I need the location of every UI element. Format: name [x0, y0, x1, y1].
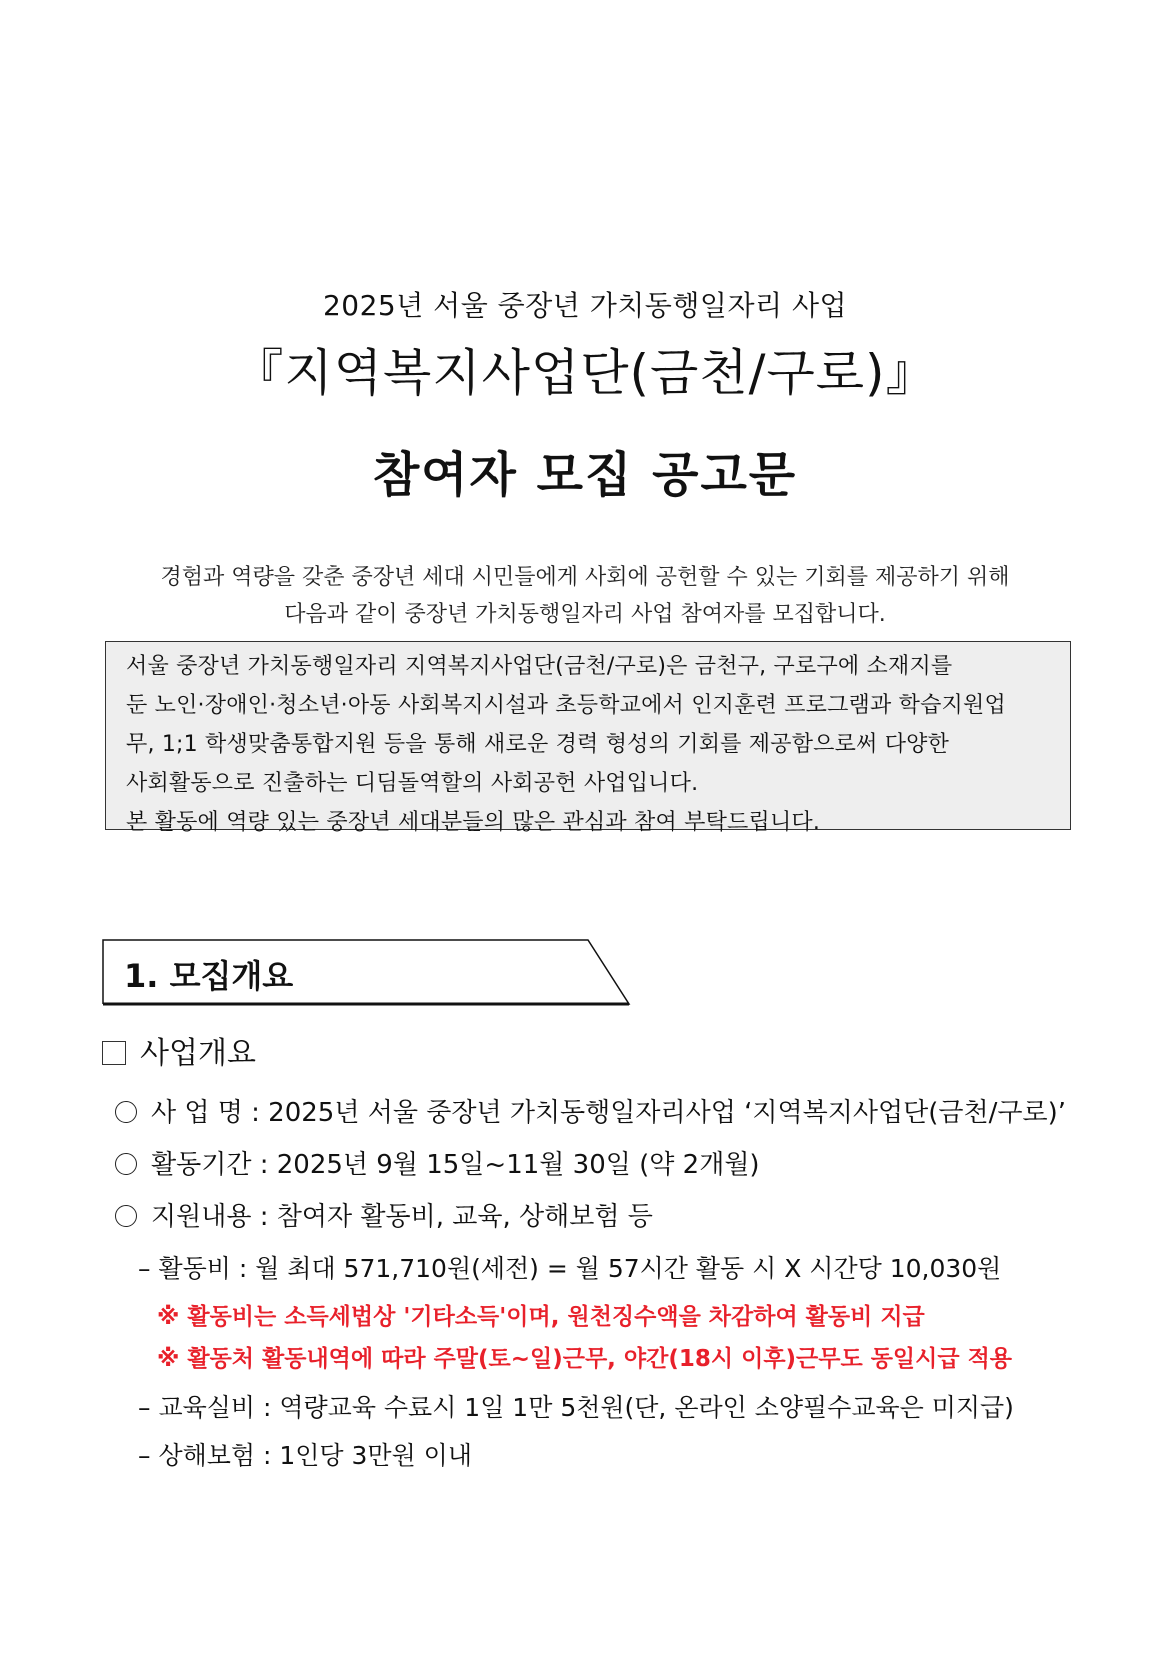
item-support [115, 1196, 653, 1233]
circle-bullet-icon [115, 1153, 137, 1175]
item-period [115, 1144, 760, 1181]
project-name-text: 사 업 명 : 2025년 서울 중장년 가치동행일자리사업 ‘지역복지사업단(금천/구로)’ [151, 1098, 1066, 1128]
document-heading: 참여자 모집 공고문 [372, 447, 798, 503]
support-text: 지원내용 : 참여자 활동비, 교육, 상해보험 등 [151, 1202, 653, 1232]
education-line: – 교육실비 : 역량교육 수료시 1일 1만 5천원(단, 온라인 소양필수교육은 미지급) [138, 1393, 1014, 1422]
subsection-heading [102, 1028, 256, 1072]
period-text: 활동기간 : 2025년 9월 15일~11월 30일 (약 2개월) [151, 1150, 760, 1180]
intro-line-1: 경험과 역량을 갖춘 중장년 세대 시민들에게 사회에 공헌할 수 있는 기회를 제공하기 위해 [160, 565, 1010, 590]
section-1-header [102, 938, 632, 1006]
note-line-2: ※ 활동처 활동내역에 따라 주말(토~일)근무, 야간(18시 이후)근무도 동일시급 적용 [157, 1346, 1013, 1372]
circle-bullet-icon [115, 1205, 137, 1227]
insurance-line: – 상해보험 : 1인당 3만원 이내 [138, 1441, 472, 1470]
circle-bullet-icon [115, 1101, 137, 1123]
notice-box [105, 641, 1071, 835]
subsection-label: 사업개요 [140, 1036, 256, 1071]
document-subtitle: 2025년 서울 중장년 가치동행일자리 사업 [322, 289, 848, 322]
item-project-name [115, 1092, 1066, 1129]
section-1-title: 1. 모집개요 [124, 957, 294, 995]
notice-line: 사회활동으로 진출하는 디딤돌역할의 사회공헌 사업입니다. [126, 771, 699, 796]
note-line-1: ※ 활동비는 소득세법상 '기타소득'이며, 원천징수액을 차감하여 활동비 지급 [157, 1304, 925, 1330]
notice-line: 본 활동에 역량 있는 중장년 세대분들의 많은 관심과 참여 부탁드립니다. [126, 810, 821, 835]
activity-fee-line: – 활동비 : 월 최대 571,710원(세전) = 월 57시간 활동 시 X 시간당 10,030원 [138, 1254, 1002, 1283]
notice-line: 서울 중장년 가치동행일자리 지역복지사업단(금천/구로)은 금천구, 구로구에 소재지를 [126, 654, 953, 679]
checkbox-icon [102, 1041, 126, 1065]
intro-line-2: 다음과 같이 중장년 가치동행일자리 사업 참여자를 모집합니다. [284, 602, 886, 627]
notice-line: 무, 1;1 학생맞춤통합지원 등을 통해 새로운 경력 형성의 기회를 제공함으로써 다양한 [126, 732, 950, 757]
document-title: 『지역복지사업단(금천/구로)』 [233, 344, 937, 402]
notice-line: 둔 노인·장애인·청소년·아동 사회복지시설과 초등학교에서 인지훈련 프로그램과 학습지원업 [126, 693, 1006, 718]
